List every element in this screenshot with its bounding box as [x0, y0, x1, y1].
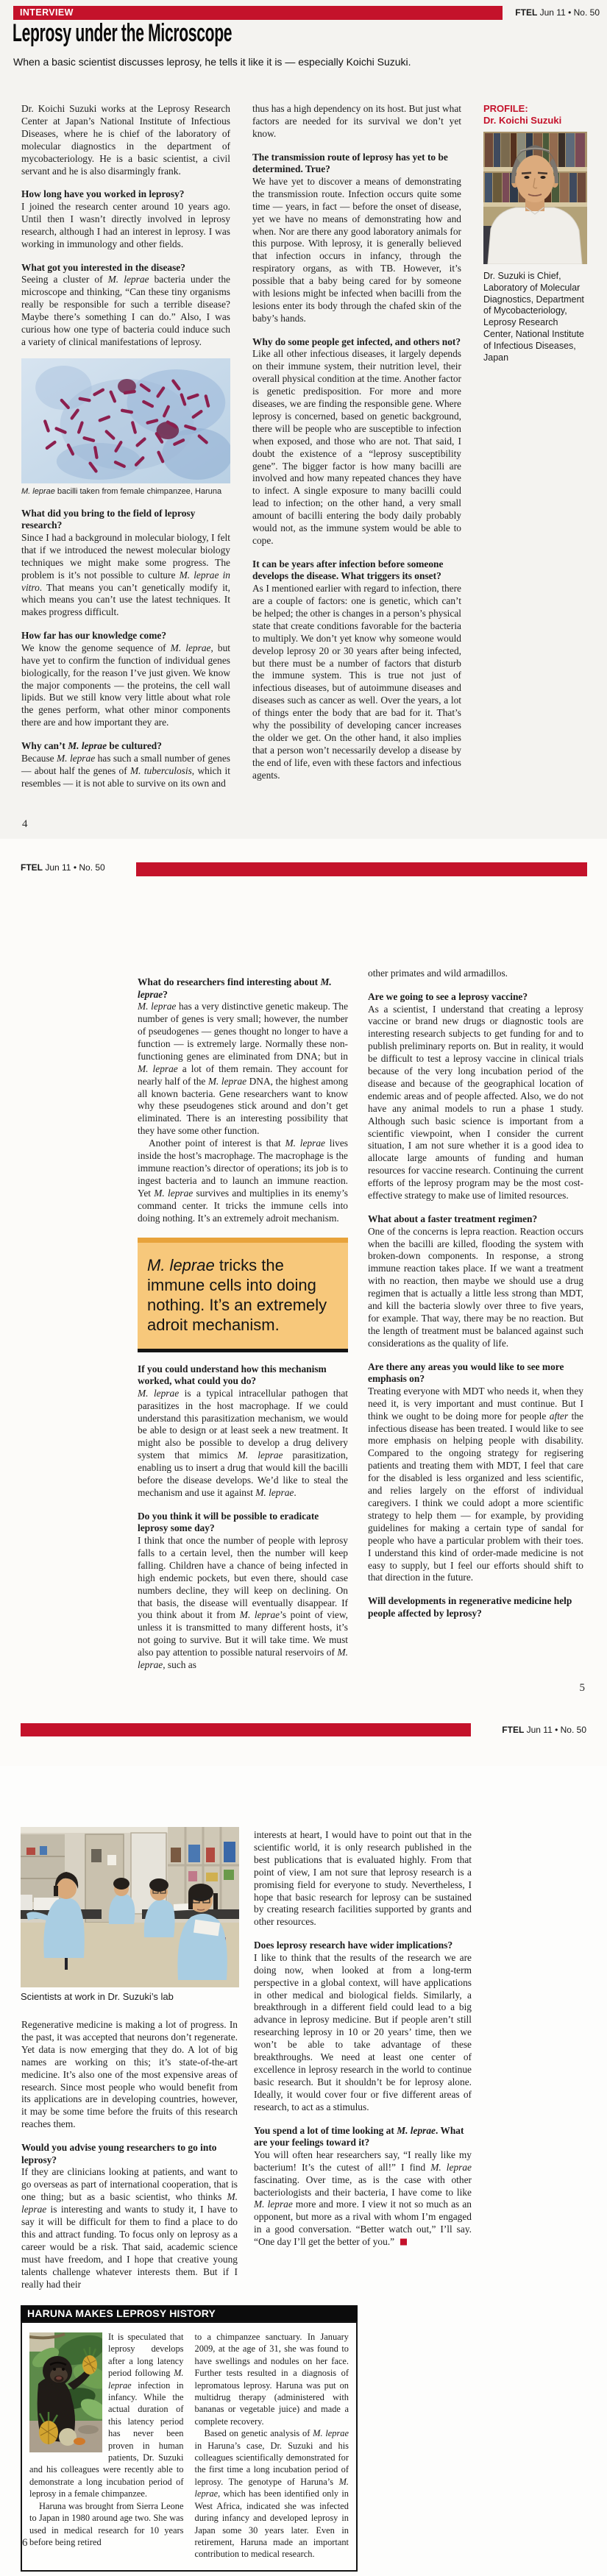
- body-paragraph: If they are clinicians looking at patients, and want to go overseas as part of international cooperation, that is one thing; but as a basic scientist, who thinks M. leprae is interesting and wants to study it, I have to say it will be difficult for them to find a place to do this and attract funding. To focus only on leprosy as a career would be a risk. That said, academic science must have freedom, and I hope that creative young talents challenge whatever interests them. But if I really had their: [21, 2166, 238, 2290]
- issue-info: [502, 1725, 586, 1735]
- profile-caption: Dr. Suzuki is Chief, Laboratory of Molecular Diagnostics, Department of Mycobacteriology, Leprosy Research Center, National Institute of Infectious Diseases, Japan: [483, 271, 584, 363]
- body-paragraph: I like to think that the results of the research we are doing now, when looked at from a long-term perspective in a global context, will have applications in other medical and biological fields. Similarly, a breakthrough in a different field could lead to a big advance in leprosy medicine. But if people aren’t still researching leprosy in 10 or 20 years’ time, then we won’t be able to take advantage of these breakthroughs. We need at least one center of excellence in leprosy research in the world to continue basic research. But it shouldn’t be for leprosy alone. Ideally, it would cover four or five different areas of research, to act as a stimulus.: [254, 1951, 472, 2112]
- body-paragraph: You will often hear researchers say, “I really like my bacterium! It’s the cutest of all!” I find M. leprae fascinating. Over time, as is the case with other bacteriologists and their bacteria, I have come to like M. leprae more and more. I view it not so much as an opponent, but more as a rival with whom I’m engaged in a good conversation. “Better watch out,” I’ll say. “One day I’ll get the better of you.”: [254, 2149, 472, 2248]
- page-number: 6: [22, 2537, 28, 2549]
- body-paragraph: We know the genome sequence of M. leprae, but have yet to confirm the function of individual genes biologically, for the reason I’ve just given. We know the major components — the proteins, the cell wall lipids. But we still know very little about what role the genes perform, what other minor components there are and how important they are.: [21, 642, 230, 728]
- magazine-brand: FTEL: [502, 1725, 525, 1735]
- interview-question: What about a faster treatment regimen?: [368, 1213, 538, 1224]
- micrograph-figure: [21, 358, 230, 497]
- issue-date: Jun 11 • No. 50: [539, 7, 600, 18]
- article-subtitle: When a basic scientist discusses leprosy, he tells it like it is — especially Koichi Suzuki.: [13, 56, 411, 68]
- end-of-article-marker: [400, 2239, 407, 2246]
- body-paragraph: Treating everyone with MDT who needs it, when they need it, is very important and must continue. But I think we ought to be doing more for people after the infectious disease has been treated. I would like to see more emphasis on helping people with disability. Compared to the ongoing strategy for regisering patients and treating them with MDT, I feel that care for the disabled is less organized and less scientific, and relies largely on the efforst of individual caregivers. I think we could adopt a more scientific strategy to help them — for example, by providing guidelines for making a certain type of sandal for people who have a particular problem with their toes. I understand this kind of order-made medicine is not easy to supply, but I feel our efforts should shift to that direction in the future.: [368, 1385, 583, 1583]
- body-paragraph: Based on genetic analysis of M. leprae in Haruna’s case, Dr. Suzuki and his colleagues scientifically demonstrated for the first time a long incubation period of leprosy. The genotype of Haruna’s M. leprae, which has been identified only in West Africa, indicated she was infected during infancy and developed leprosy in Japan some 30 years later. Even in retirement, Haruna made an important contribution to medical research.: [194, 2428, 349, 2560]
- body-paragraph: As I mentioned earlier with regard to infection, there are a couple of factors: one is genetic, which can’t be helped; the other is changes in a person’s physical state that create conditions favorable for the bacteria to multiply. We don’t yet know why someone would develop leprosy 20 or 30 years after being infected, but there must be a number of factors that disturb the immune system. This is true not just of infectious diseases, but of autoimmune diseases and diseases such as cancer as well. Over the years, a lot of things enter the body that are bad for it. That’s why the possibility of developing cancer increases the older we get. On the other hand, it also implies that a person won’t necessarily develop a disease by the end of life, even with these factors and infectious agents.: [252, 583, 461, 781]
- issue-info: [515, 7, 600, 18]
- profile-label: PROFILE:: [483, 103, 528, 114]
- interview-question: Are we going to see a leprosy vaccine?: [368, 990, 528, 1002]
- column-2: [252, 103, 461, 782]
- interview-question: How far has our knowledge come?: [21, 630, 167, 642]
- body-paragraph: As a scientist, I understand that creating a leprosy vaccine or brand new drugs or diagnostic tools are interesting research subjects to get funding for and to publish preliminary reports on. But in reality, it would be difficult to test a leprosy vaccine in clinical trials because of the very long incubation period of the disease and because of the geographical location of endemic areas and of people affected. Also, we do not have any animal models to run a phase 1 study. Although such basic science is important from a scientific viewpoint, when I consider the current situation, I am not sure whether it is a good idea to allocate large amounts of funding and human resources for vaccine research. Continuing the current efforts of the leprosy program may be the most cost-effective strategy to make use of limited resources.: [368, 1003, 583, 1202]
- magazine-brand: FTEL: [21, 862, 43, 873]
- interview-question: The transmission route of leprosy has yet to be determined. True?: [252, 151, 448, 175]
- page-number: 4: [22, 818, 28, 830]
- chimpanzee-photo: [29, 2332, 102, 2452]
- portrait-figure: [483, 132, 587, 264]
- body-paragraph: thus has a high dependency on its host. But just what factors are needed for its survival we don’t yet know.: [252, 103, 461, 139]
- header-rule: [136, 862, 587, 876]
- portrait-photo: [483, 132, 587, 264]
- body-paragraph: It is speculated that leprosy develops after a long latency period following M. leprae infection in infancy. While the actual duration of this latency period has never been proven in human patients, Dr. Suzuki and his colleagues were recently able to demonstrate a long incubation period of leprosy in a female chimpanzee.: [29, 2332, 184, 2499]
- interview-question: What did you bring to the field of leprosy research?: [21, 507, 196, 531]
- column-1-top: [21, 103, 230, 349]
- interview-question: Why do some people get infected, and others not?: [252, 336, 461, 347]
- page-number: 5: [579, 1682, 585, 1694]
- lab-photo-figure: [21, 1827, 239, 2003]
- sidebar-column-1: [29, 2331, 184, 2561]
- interview-question: Why can’t M. leprae be cultured?: [21, 740, 162, 752]
- interview-question: You spend a lot of time looking at M. leprae. What are your feelings toward it?: [254, 2124, 464, 2149]
- interview-question: What got you interested in the disease?: [21, 261, 185, 273]
- body-paragraph: We have yet to discover a means of demonstrating the transmission route. Infection occurs quite some time — years, in fact — before the onset of disease, yet we have no means of demonstrating how and when. Nor are there any good laboratory animals for this purpose. With leprosy, it is generally believed that infection occurs in infancy, through the respiratory organs, as with TB. However, it’s possible that a baby being cared for by someone with lesions might be infected when bacilli from the lesions enter its body through the chafed skin of the baby’s hands.: [252, 175, 461, 324]
- lab-photo-caption: Scientists at work in Dr. Suzuki’s lab: [21, 1991, 174, 2002]
- magazine-brand: FTEL: [515, 7, 538, 18]
- column-1-bottom: [21, 508, 230, 790]
- sidebar-column-2: [195, 2331, 349, 2561]
- body-paragraph: Another point of interest is that M. leprae lives inside the host’s macrophage. The macrophage is the immune reaction’s director of operations; its job is to ingest bacteria and to launch an immune reaction. Yet M. leprae survives and multiplies in its enemy’s command center. It tricks the immune cells into doing nothing. It’s an extremely adroit mechanism.: [138, 1138, 349, 1224]
- body-paragraph: Seeing a cluster of M. leprae bacteria under the microscope and thinking, “Can these tiny organisms really be responsible for such a terrible disease? Maybe there’s something I can do.” Also, I was curious how one type of bacteria could induce such a variety of clinical manifestations of leprosy.: [21, 274, 231, 347]
- interview-question: What do researchers find interesting about M. leprae?: [138, 976, 332, 1000]
- sidebar-title: HARUNA MAKES LEPROSY HISTORY: [21, 2305, 358, 2321]
- body-paragraph: One of the concerns is lepra reaction. Reaction occurs when the bacilli are killed, flooding the system with broken-down components. In response, a strong immune reaction takes place. If we want a treatment with no reaction, then maybe we should use a drug regimen that is actually a little less strong than MDT, and kill the bacteria slowly over three to five years, for example. That way, there may be no reaction. But the length of treatment must be balanced against such considerations as the quality of life.: [368, 1225, 583, 1349]
- body-paragraph: Dr. Koichi Suzuki works at the Leprosy Research Center at Japan’s National Institute of Infectious Diseases, where he is chief of the laboratory of molecular diagnostics in the department of mycobacteriology. He is a basic scientist, a civil servant and he is also disarmingly frank.: [21, 103, 230, 177]
- interview-question: Do you think it will be possible to eradicate leprosy some day?: [138, 1510, 319, 1534]
- micrograph-image: [21, 358, 230, 483]
- column-1-bottom: [138, 1363, 348, 1672]
- page-6: [0, 1766, 607, 2576]
- micrograph-caption: M. leprae bacilli taken from female chimpanzee, Haruna: [21, 486, 222, 496]
- section-banner: [13, 6, 503, 20]
- footer-rule: [21, 1723, 471, 1736]
- sidebar-body: [21, 2321, 358, 2572]
- body-paragraph: other primates and wild armadillos.: [368, 968, 508, 979]
- column-1: [138, 965, 348, 1672]
- article-title: Leprosy under the Microscope: [13, 19, 232, 47]
- issue-info: [21, 862, 105, 873]
- body-paragraph: Regenerative medicine is making a lot of progress. In the past, it was accepted that neurons don’t regenerate. Yet data is now emerging that they do. A lot of big names are working on this; it’s state-of-the-art medicine. It’s also one of the most expensive areas of research. Since most people who would benefit from its applications are in developing countries, however, it may be some time before the fruits of this research reaches them.: [21, 2019, 238, 2130]
- column-1: [21, 2019, 238, 2291]
- interview-question: How long have you worked in leprosy?: [21, 188, 185, 200]
- interview-question: Are there any areas you would like to see more emphasis on?: [368, 1360, 564, 1385]
- column-2: [254, 1829, 472, 2249]
- chimpanzee-photo-figure: [29, 2332, 102, 2452]
- interview-question: It can be years after infection before someone develops the disease. What triggers its onset?: [252, 558, 444, 582]
- interview-question: Does leprosy research have wider implications?: [254, 1940, 453, 1951]
- interview-question: Would you advise young researchers to go into leprosy?: [21, 2142, 217, 2165]
- section-banner-label: INTERVIEW: [20, 7, 74, 18]
- issue-date: Jun 11 • No. 50: [45, 862, 105, 873]
- interview-question: If you could understand how this mechanism worked, what could you do?: [138, 1363, 327, 1387]
- body-paragraph: Like all other infectious diseases, it largely depends on their immune system, their nutrition level, their overall physical condition at the time. Another factor is genetic predisposition. For more and more diseases, we are finding the responsible gene. Where leprosy is concerned, based on genetic background, there will be people who are susceptible to infection when exposed, and those who are not. That said, I doubt the existence of a “leprosy susceptibility gene”. The bigger factor is how many bacilli are involved and how many repeated chances they have to infect. A single exposure to many bacilli could lead to infection; on the other hand, a very small amount of bacilli entering the body daily probably would not, as the immune system would be able to cope.: [252, 348, 461, 546]
- body-paragraph: I joined the research center around 10 years ago. Until then I wasn’t directly involved in leprosy research, although I had an interest in leprosy. I was working in immunology and other fields.: [21, 201, 230, 249]
- interview-question: Will developments in regenerative medicine help people affected by leprosy?: [368, 1595, 572, 1619]
- page-5: [0, 839, 607, 1766]
- page-4: [0, 0, 607, 839]
- body-paragraph: I think that once the number of people with leprosy falls to a certain level, then the number will keep falling. Children have a chance of being infected in high endemic pockets, but even there, should case numbers decline, they will keep on declining. On that basis, the disease will eventually disappear. If you think about it from M. leprae’s point of view, unless it is transmitted to many different hosts, it’s not going to survive. But it will take time. We must also pay attention to possible natural reservoirs of M. leprae, such as: [138, 1535, 349, 1671]
- white-shirt: [488, 207, 582, 264]
- profile-box: [483, 103, 587, 363]
- profile-name: Dr. Koichi Suzuki: [483, 115, 562, 126]
- pineapple-held: [82, 2347, 97, 2374]
- column-1-top: [138, 976, 348, 1225]
- body-paragraph: M. leprae is a typical intracellular pathogen that parasitizes in the host macrophage. If we could understand this parasitization mechanism, we would be able to design or at least seek a new treatment. It might also be possible to develop a drug delivery system that mimics M. leprae parasitization, enabling us to insert a drug that would kill the bacilli before the disease develops. We’d like to steal the mechanism and use it against M. leprae.: [138, 1387, 349, 1498]
- body-paragraph: M. leprae has a very distinctive genetic makeup. The number of genes is very small; however, the number of pseudogenes — genes thought no longer to have a function — is extremely large. Normally these non-functioning genes are eliminated from DNA; but in M. leprae a lot of them remain. They account for nearly half of the M. leprae DNA, the highest among all known bacteria. Gene researchers want to know why these pseudogenes stick around and don’t get eliminated. There is an interesting possibility that they have some other function.: [138, 1001, 349, 1137]
- body-paragraph: Since I had a background in molecular biology, I felt that if we introduced the newest molecular biology techniques we might make some progress. The problem is it’s not possible to culture M. leprae in vitro. That means you can’t genetically modify it, which means you can’t use the latest techniques. It makes progress difficult.: [21, 531, 230, 618]
- issue-date: Jun 11 • No. 50: [526, 1725, 586, 1735]
- body-paragraph: Because M. leprae has such a small number of genes — about half the genes of M. tuberculosis, which it resembles — it is not able to survive on its own and: [21, 752, 230, 789]
- column-2: [368, 968, 583, 1620]
- column-1: [21, 103, 230, 790]
- sidebar-haruna: [21, 2305, 358, 2572]
- body-paragraph: Haruna was brought from Sierra Leone to Japan in 1980 around age two. She was used in medical research for 10 years before being retired: [29, 2500, 184, 2547]
- lab-photo: [21, 1827, 239, 1987]
- body-paragraph: interests at heart, I would have to point out that in the scientific world, it is only research published in the best publications that is evaluated highly. From that point of view, I am not sure that leprosy research is a promising field for everyone to study. Nevertheless, I hope that basic research for leprosy can be sustained by creating research facilities supported by grants and other resources.: [254, 1829, 472, 1928]
- pull-quote: M. leprae tricks the immune cells into doing nothing. It’s an extremely adroit mechanism.: [138, 1238, 348, 1352]
- body-paragraph: to a chimpanzee sanctuary. In January 2009, at the age of 31, she was found to have swellings and nodules on her face. Further tests resulted in a diagnosis of lepromatous leprosy. Haruna was put on multidrug therapy (administered with bananas or vegetable juice) and made a complete recovery.: [194, 2332, 349, 2427]
